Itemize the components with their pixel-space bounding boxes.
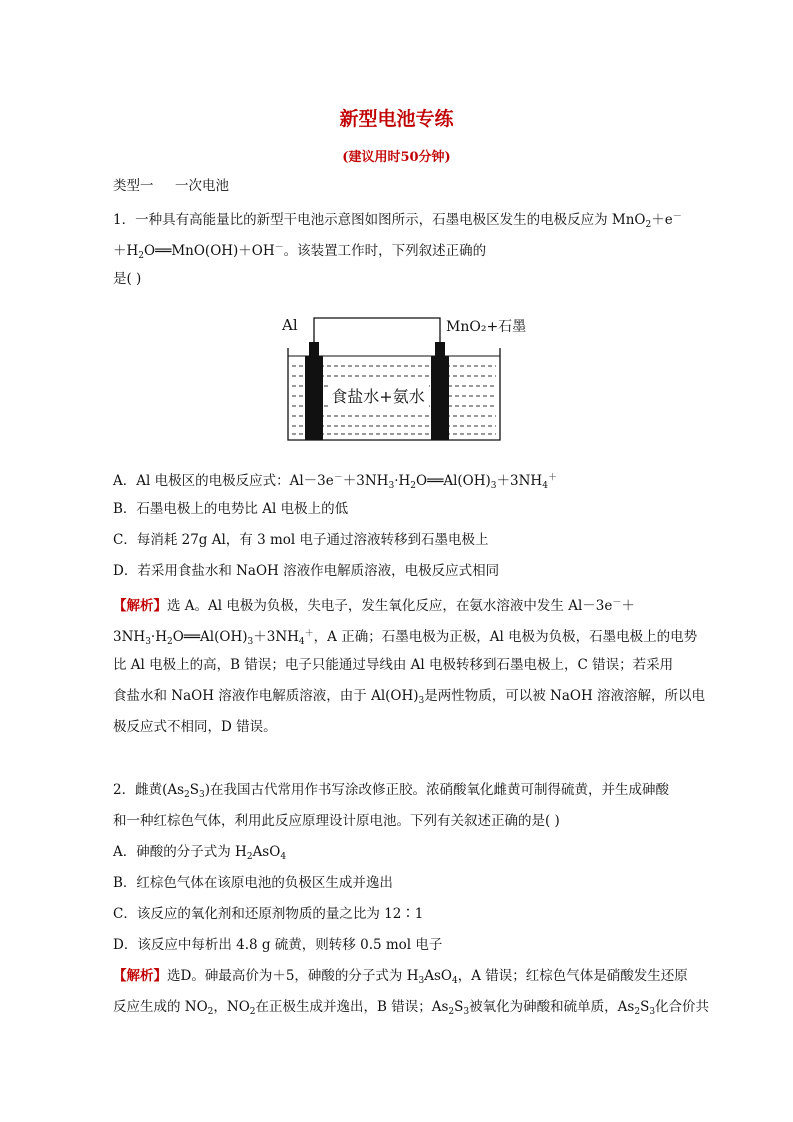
graphite-electrode-cap — [435, 342, 445, 356]
wire-line — [314, 318, 440, 342]
q2-option-b: B．红棕色气体在该原电池的负极区生成并逸出 — [113, 875, 393, 891]
page-subtitle: (建议用时50分钟) — [342, 150, 451, 165]
q1-analysis-line3: 比 Al 电极上的高，B 错误；电子只能通过导线由 Al 电极转移到石墨电极上，C 错误；若采用 — [113, 657, 674, 673]
q2-option-a: A．砷酸的分子式为 $H_2AsO_4$ — [113, 844, 287, 862]
analysis-tag: 【解析】 — [113, 968, 167, 984]
q1-analysis-line4: 食盐水和 NaOH 溶液作电解质溶液，由于 $Al(OH)_3$是两性物质，可以被 NaOH 溶液溶解，所以电 — [113, 688, 706, 706]
al-electrode — [305, 356, 323, 440]
analysis-tag: 【解析】 — [113, 598, 167, 614]
q2-stem-line1: 2．雌黄$(As_2S_3)$在我国古代常用作书写涂改修正胶。浓硝酸氧化雌黄可制得硫黄，并生成砷酸 — [113, 782, 670, 800]
q1-stem-line3: 是( ) — [113, 271, 142, 287]
q1-analysis-line1: 【解析】选 A。Al 电极为负极，失电子，发生氧化反应，在氨水溶液中发生 Al－3e－＋ — [113, 598, 635, 614]
q2-option-d: D．该反应中每析出 4.8 g 硫黄，则转移 0.5 mol 电子 — [113, 937, 443, 953]
solution-label: 食盐水+氨水 — [331, 387, 425, 406]
mno2-graphite-label: MnO₂+石墨 — [446, 319, 527, 335]
q2-analysis-line1: 【解析】选D。砷最高价为＋5，砷酸的分子式为 $H_3AsO_4$，A 错误；红棕色气体是硝酸发生还原 — [113, 968, 688, 986]
section-type-label: 类型一 — [113, 178, 154, 194]
q1-option-d: D．若采用食盐水和 NaOH 溶液作电解质溶液，电极反应式相同 — [113, 563, 500, 579]
section-type-name: 一次电池 — [174, 178, 229, 194]
q1-option-a: A．Al 电极区的电极反应式：$Al-3e^-+3NH_3\cdot H_2O══Al(OH)_3+3NH_4^+$ — [113, 473, 557, 491]
q1-option-b: B．石墨电极上的电势比 Al 电极上的低 — [113, 501, 349, 517]
page-title: 新型电池专练 — [339, 108, 454, 130]
q2-stem-line2: 和一种红棕色气体，利用此反应原理设计原电池。下列有关叙述正确的是( ) — [113, 813, 560, 829]
section-heading — [113, 176, 683, 196]
battery-diagram — [278, 312, 548, 448]
q2-analysis-line2: 反应生成的 $NO_2$，$NO_2$在正极生成并逸出，B 错误；$As_2S_3$被氧化为砷酸和硫单质，$As_2S_3$化合价共 — [113, 999, 710, 1017]
q1-option-c: C．每消耗 27g Al，有 3 mol 电子通过溶液转移到石墨电极上 — [113, 532, 489, 548]
graphite-electrode — [431, 356, 449, 440]
q1-analysis-line2: $3NH_3\cdot H_2O══Al(OH)_3+3NH_4^+$，A 正确；石墨电极为正极，Al 电极为负极，石墨电极上的电势 — [113, 629, 698, 647]
q2-option-c: C．该反应的氧化剂和还原剂物质的量之比为 12∶1 — [113, 906, 424, 922]
q1-stem-line1: 1．一种具有高能量比的新型干电池示意图如图所示，石墨电极区发生的电极反应为 MnO$_2$＋e－ — [113, 212, 682, 230]
q1-stem-line2: $+H_2O══MnO(OH)+OH^-$。该装置工作时，下列叙述正确的 — [113, 243, 487, 261]
al-label: Al — [282, 316, 298, 334]
al-electrode-cap — [309, 342, 319, 356]
q1-analysis-line5: 极反应式不相同，D 错误。 — [113, 719, 277, 735]
